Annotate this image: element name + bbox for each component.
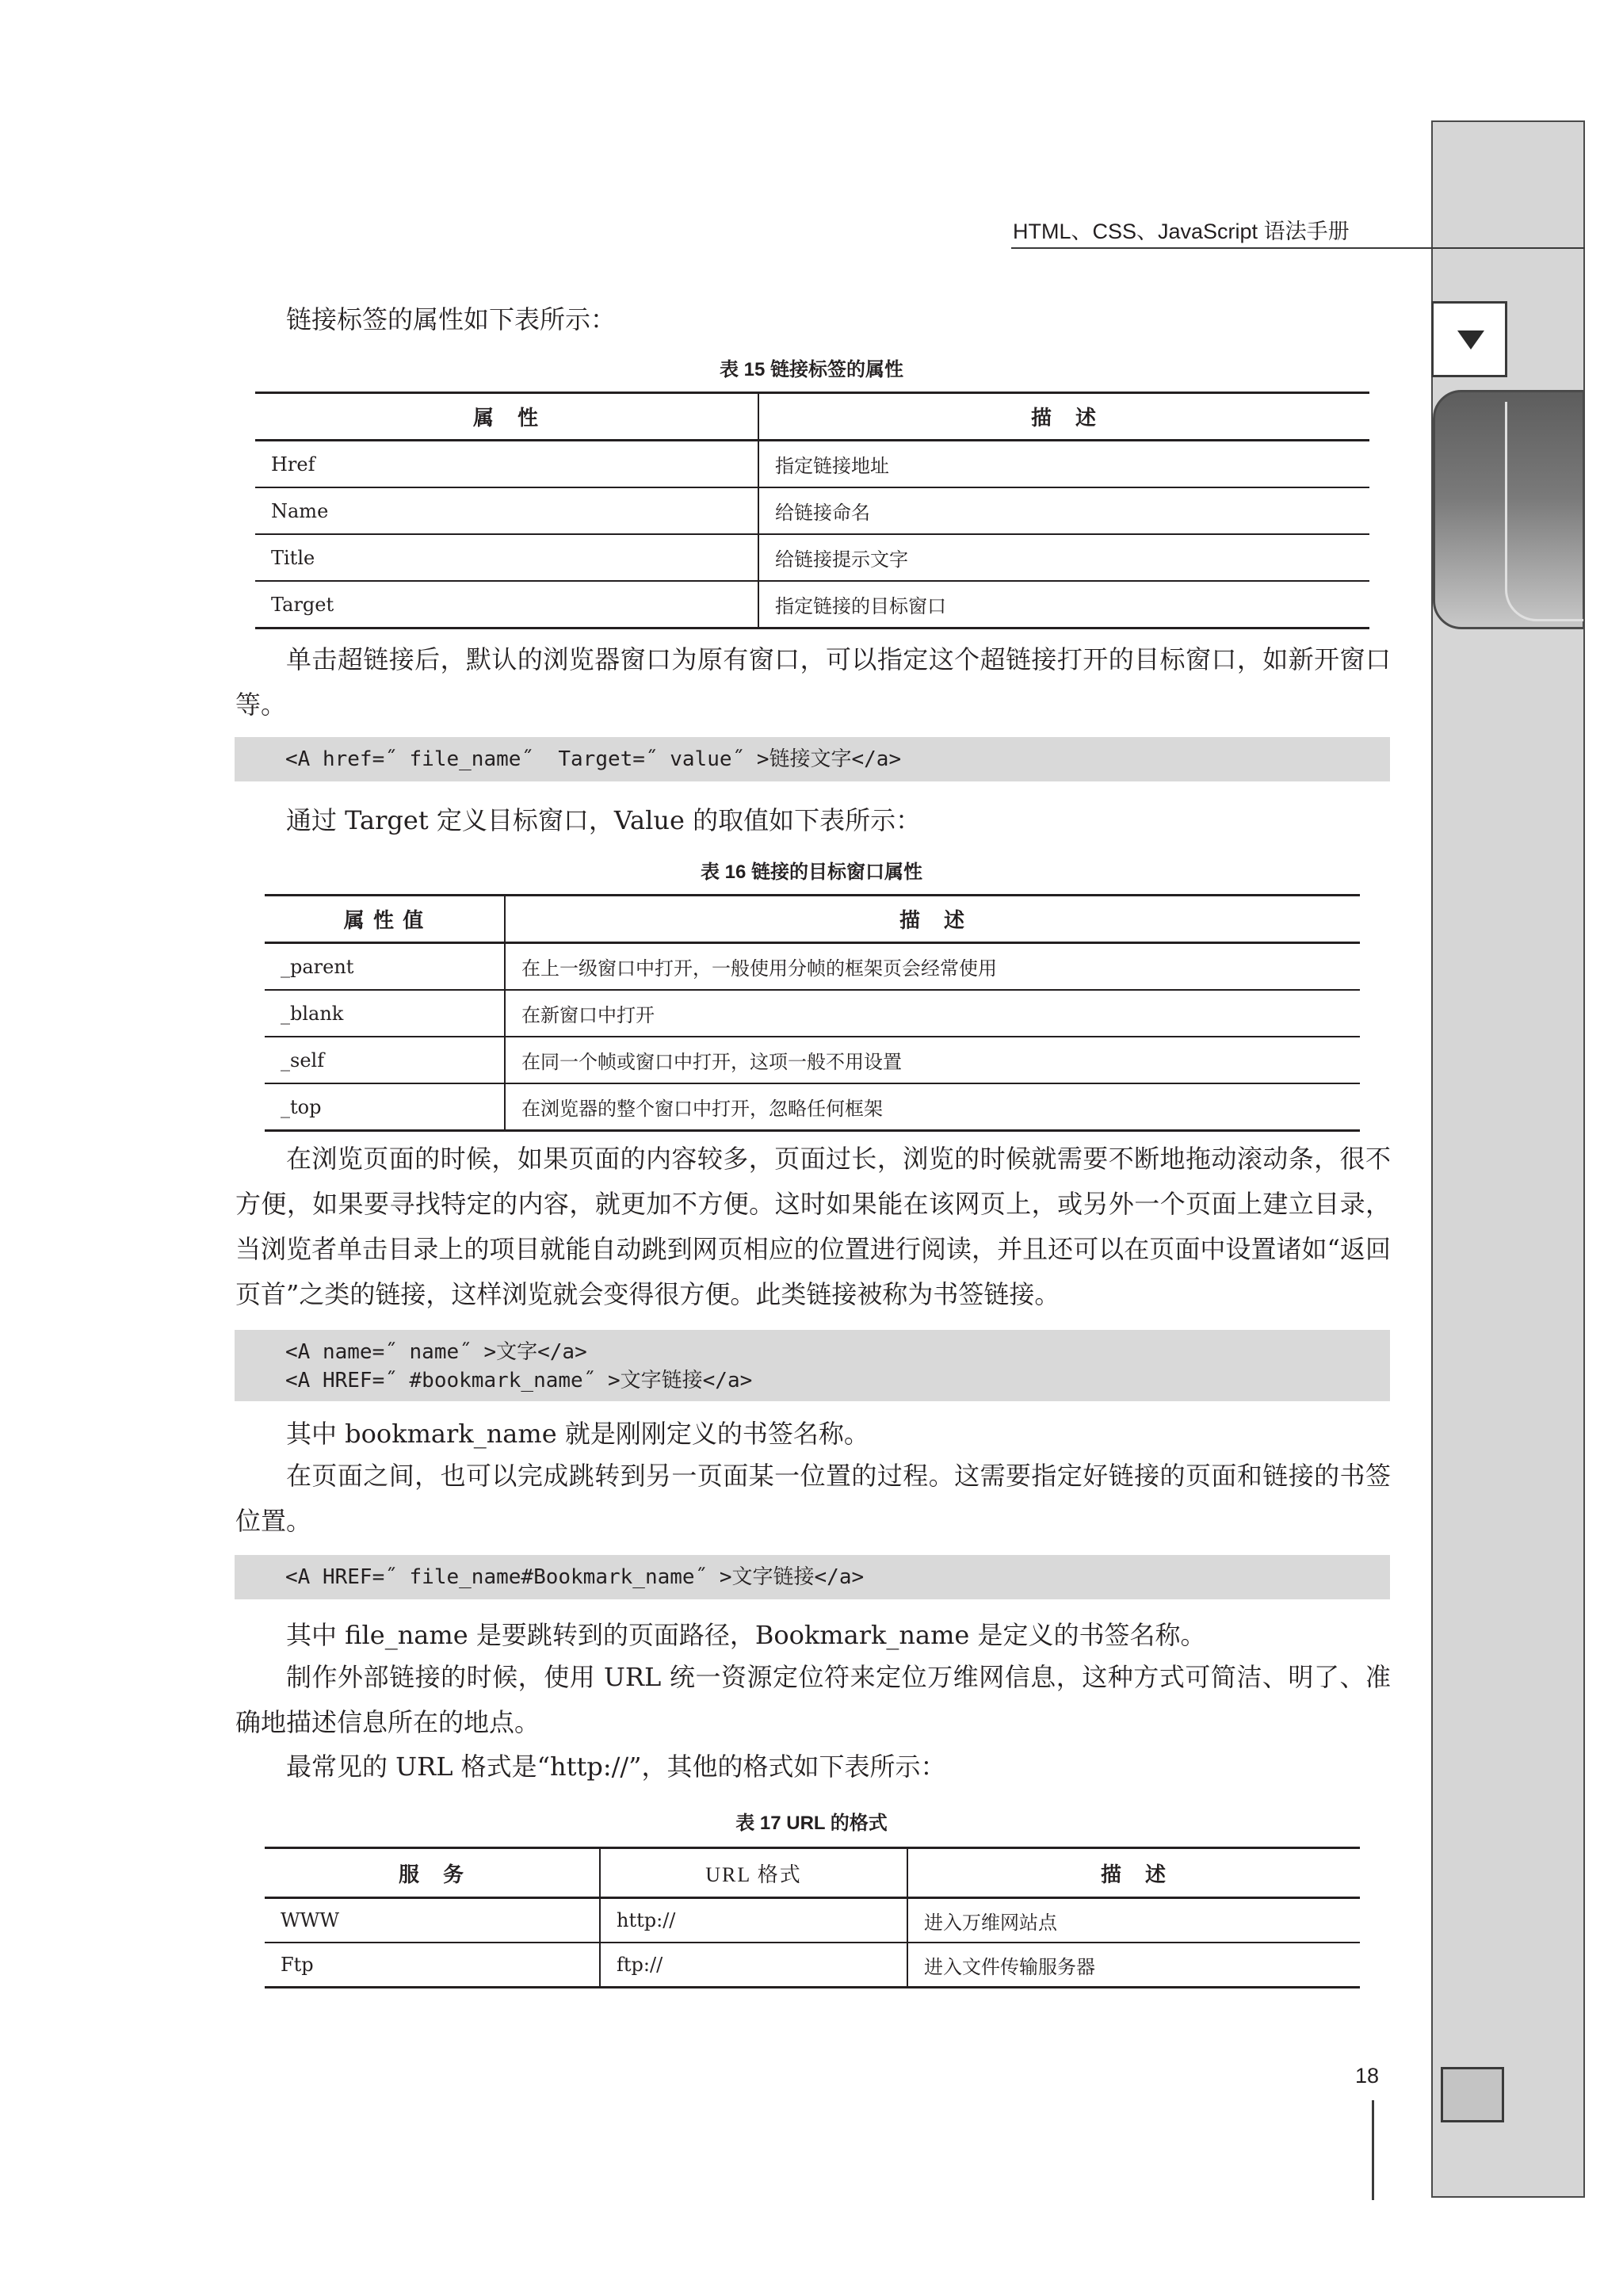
- body-paragraph: 其中 file_name 是要跳转到的页面路径，Bookmark_name 是定义的书签名称。: [286, 1620, 1206, 1650]
- table-cell: 给链接提示文字: [758, 534, 1369, 581]
- table-header-row: [265, 896, 1360, 943]
- table-cell: 指定链接地址: [758, 441, 1369, 488]
- body-paragraph: 在浏览页面的时候，如果页面的内容较多，页面过长，浏览的时候就需要不断地拖动滚动条，很不方便，如果要寻找特定的内容，就更加不方便。这时如果能在该网页上，或另外一个页面上建立目录，当浏览者单击目录上的项目就能自动跳到网页相应的位置进行阅读，并且还可以在页面中设置诸如“返回页首”之类的链接，这样浏览就会变得很方便。此类链接被称为书签链接。: [235, 1144, 1391, 1309]
- body-paragraph: 在页面之间，也可以完成跳转到另一页面某一位置的过程。这需要指定好链接的页面和链接的书签位置。: [235, 1461, 1391, 1536]
- table-cell: 指定链接的目标窗口: [758, 581, 1369, 628]
- table-cell: ftp://: [600, 1943, 907, 1988]
- table17-intro: 最常见的 URL 格式是“http://”，其他的格式如下表所示：: [286, 1752, 946, 1782]
- table16-caption: 表 16 链接的目标窗口属性: [700, 861, 923, 883]
- code-line: <A HREF=˝ file_name#Bookmark_name˝ >文字链接</a>: [285, 1565, 865, 1589]
- column-header: 描 述: [505, 896, 1360, 943]
- column-header: 描 述: [907, 1848, 1360, 1898]
- table-cell: 给链接命名: [758, 487, 1369, 534]
- table-cell: _self: [265, 1037, 505, 1083]
- page-number: 18: [1355, 2064, 1380, 2088]
- table-row: [265, 1037, 1360, 1083]
- table-cell: 进入万维网站点: [907, 1898, 1360, 1943]
- table-cell: http://: [600, 1898, 907, 1943]
- table-cell: 进入文件传输服务器: [907, 1943, 1360, 1988]
- table-row: [255, 534, 1369, 581]
- code-line: <A name=˝ name˝ >文字</a>: [285, 1340, 587, 1364]
- code-block: [235, 737, 1390, 781]
- column-header: 属 性 值: [265, 896, 505, 943]
- table-cell: 在新窗口中打开: [505, 990, 1360, 1037]
- table-row: [265, 990, 1360, 1037]
- body-paragraph: 制作外部链接的时候，使用 URL 统一资源定位符来定位万维网信息，这种方式可简洁、明了、准确地描述信息所在的地点。: [235, 1662, 1391, 1737]
- table-row: [265, 943, 1360, 991]
- table-row: [265, 1943, 1360, 1988]
- table15-caption: 表 15 链接标签的属性: [719, 359, 904, 380]
- table-cell: Name: [255, 487, 758, 534]
- body-paragraph: 其中 bookmark_name 就是刚刚定义的书签名称。: [286, 1419, 869, 1449]
- body-paragraph: 单击超链接后，默认的浏览器窗口为原有窗口，可以指定这个超链接打开的目标窗口，如新开窗口等。: [235, 644, 1391, 720]
- table-cell: _top: [265, 1083, 505, 1131]
- table-cell: _blank: [265, 990, 505, 1037]
- code-block: [235, 1555, 1390, 1599]
- table-cell: Target: [255, 581, 758, 628]
- table-cell: Ftp: [265, 1943, 600, 1988]
- table15-intro: 链接标签的属性如下表所示：: [286, 304, 617, 334]
- table-header-row: [255, 393, 1369, 441]
- code-block: [235, 1330, 1390, 1401]
- side-marker-box: [1441, 2067, 1504, 2122]
- table-cell: Title: [255, 534, 758, 581]
- table-header-row: [265, 1848, 1360, 1898]
- table16-intro: 通过 Target 定义目标窗口，Value 的取值如下表所示：: [286, 805, 922, 835]
- code-line: <A href=˝ file_name˝ Target=˝ value˝ >链接文字</a>: [285, 747, 902, 771]
- header-rule: [1011, 247, 1585, 249]
- table-cell: Href: [255, 441, 758, 488]
- table-cell: 在同一个帧或窗口中打开，这项一般不用设置: [505, 1037, 1360, 1083]
- link-attributes-table: [255, 392, 1369, 629]
- url-format-table: [265, 1847, 1360, 1988]
- running-title: HTML、CSS、JavaScript 语法手册: [1013, 220, 1350, 243]
- target-window-table: [265, 894, 1360, 1132]
- column-header: 服 务: [265, 1848, 600, 1898]
- column-header: 描 述: [758, 393, 1369, 441]
- table-row: [255, 581, 1369, 628]
- table-cell: WWW: [265, 1898, 600, 1943]
- chapter-thumb-tab: [1433, 390, 1585, 629]
- column-header: 属 性: [255, 393, 758, 441]
- table-row: [265, 1898, 1360, 1943]
- table-row: [255, 487, 1369, 534]
- column-header: URL 格式: [600, 1848, 907, 1898]
- page-number-rule: [1372, 2100, 1374, 2200]
- table-row: [265, 1083, 1360, 1131]
- table-cell: _parent: [265, 943, 505, 991]
- table-cell: 在浏览器的整个窗口中打开，忽略任何框架: [505, 1083, 1360, 1131]
- table-row: [255, 441, 1369, 488]
- code-line: <A HREF=˝ #bookmark_name˝ >文字链接</a>: [285, 1369, 753, 1392]
- table-cell: 在上一级窗口中打开，一般使用分帧的框架页会经常使用: [505, 943, 1360, 991]
- table17-caption: 表 17 URL 的格式: [735, 1813, 888, 1834]
